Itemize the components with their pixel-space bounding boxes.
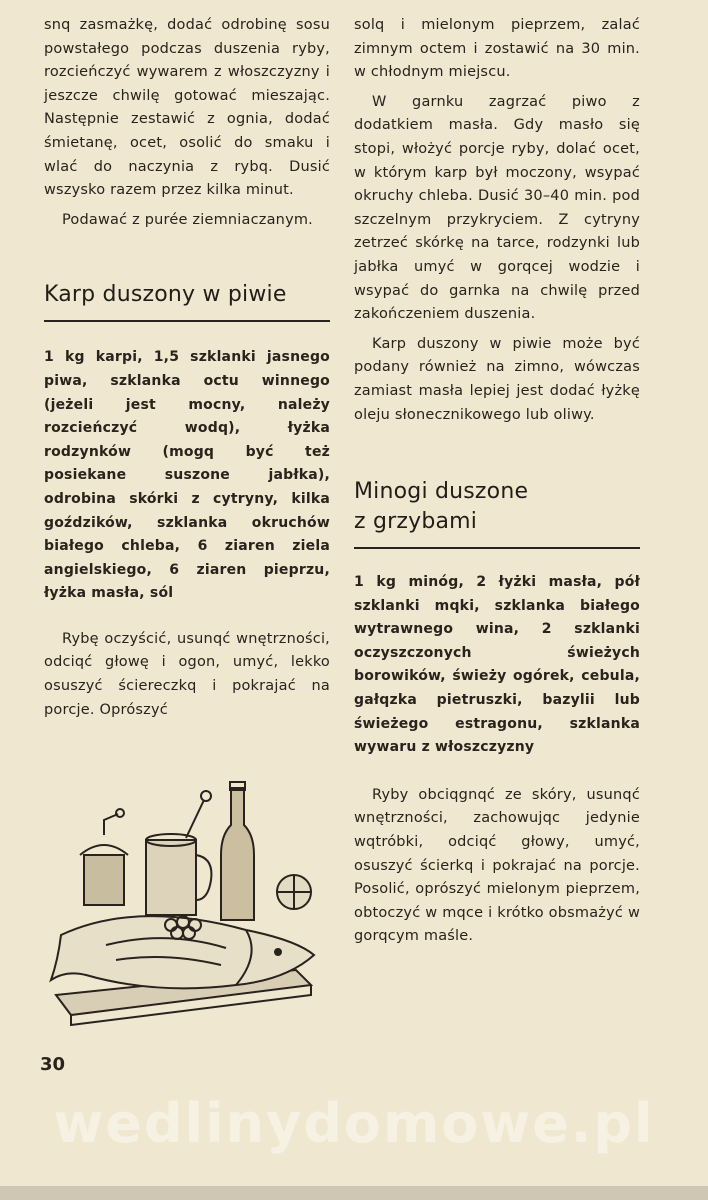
illustration-strokes [51,782,314,1025]
recipe-heading-minogi [354,477,640,537]
right-column [354,14,640,949]
recipe-heading-karp: Karp duszony w piwie [44,282,287,308]
bottom-strip [0,1186,708,1200]
heading-line-1: Minogi duszone [354,479,529,505]
still-life-illustration [46,780,336,1030]
left-paragraph-1: snq zasmażkę, dodać odrobinę sosu powstałego podczas duszenia ryby, rozcieńczyć wywarem z włoszczyzny i jeszcze chwilę gotować mieszając. Następnie zestawić z ognia, dodać śmietanę, ocet, osolić do smaku i wlać do naczynia z rybq. Dusić wszysko razem przez kilka minut. [44,17,330,199]
page-number: 30 [40,1054,66,1075]
ingredients-karp: 1 kg karpi, 1,5 szklanki jasnego piwa, szklanka octu winnego (jeżeli jest mocny, należy rozcieńczyć wodq), łyżka rodzynków (mogq być też posiekane suszone jabłka), odrobina skórki z cytryny, kilka goździków, szklanka okruchów białego chleba, 6 ziaren ziela angielskiego, 6 ziaren pieprzu, łyżka masła, sól [44,349,330,602]
watermark: wedlinydomowe.pl [53,1092,655,1155]
right-paragraph-4: Ryby obciqgnqć ze skóry, usunqć wnętrzności, zachowujqc jedynie wqtróbki, odciqć głowy, umyć, osuszyć ścierkq i pokrajać na porcje. Posolić, oprószyć mielonym pieprzem, obtoczyć w mqce i krótko obsmażyć w gorqcym maśle. [354,786,640,945]
left-column [44,14,330,722]
right-paragraph-2: W garnku zagrzać piwo z dodatkiem masła. Gdy masło się stopi, włożyć porcje ryby, dolać ocet, w którym karp był moczony, wsypać okruchy chleba. Dusić 30–40 min. pod szczelnym przykryciem. Z cytryny zetrzeć skórkę na tarce, rodzynki lub jabłka umyć w gorqcej wodzie i wsypać do garnka na chwilę przed zakończeniem duszenia. [354,93,640,323]
heading-line-2: z grzybami [354,509,478,535]
left-paragraph-3: Rybę oczyścić, usunqć wnętrzności, odciqć głowę i ogon, umyć, lekko osuszyć ściereczkq i pokrajać na porcje. Oprószyć [44,630,330,718]
ingredients-minogi: 1 kg minóg, 2 łyżki masła, pół szklanki mqki, szklanka białego wytrawnego wina, 2 szklanki oczyszczonych świeżych borowików, świeży ogórek, cebula, gałqzka pietruszki, bazylii lub świeżego estragonu, szklanka wywaru z włoszczyzny [354,574,640,756]
right-paragraph-1: solq i mielonym pieprzem, zalać zimnym octem i zostawić na 30 min. w chłodnym miejscu. [354,17,640,81]
left-paragraph-2: Podawać z purée ziemniaczanym. [62,211,313,228]
right-paragraph-3: Karp duszony w piwie może być podany również na zimno, wówczas zamiast masła lepiej jest dodać łyżkę oleju słonecznikowego lub oliwy. [354,335,640,423]
